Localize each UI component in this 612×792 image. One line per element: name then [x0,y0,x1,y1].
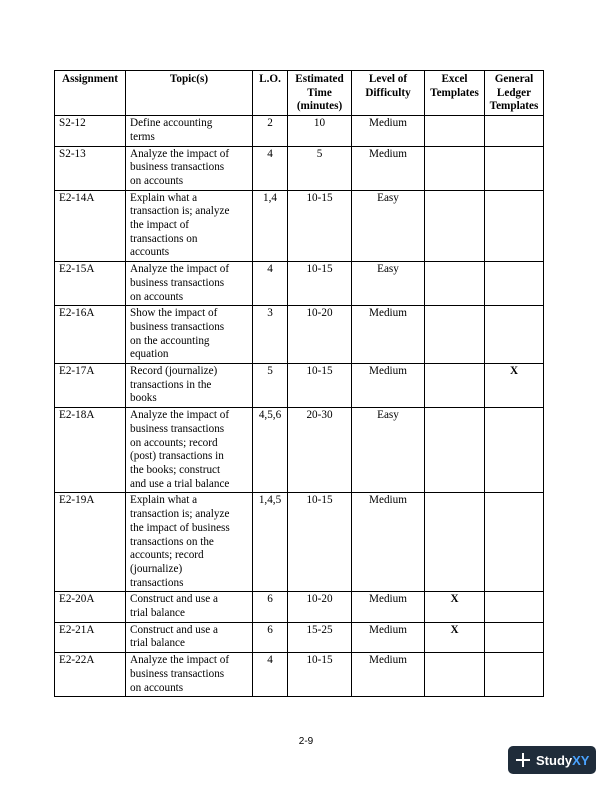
topic-line: Explain what a [130,191,198,204]
cell-topic [126,653,253,697]
cell-difficulty: Medium [352,592,425,622]
topic-line: business transactions [130,667,225,680]
cell-lo: 6 [253,622,288,652]
cell-excel: X [425,592,485,622]
header-gl-line: General [494,73,534,85]
cell-time: 5 [288,146,352,190]
cell-time: 10-15 [288,190,352,262]
brand-name [536,753,589,768]
plus-logo-icon [515,752,531,768]
cell-difficulty: Easy [352,190,425,262]
cell-difficulty: Medium [352,116,425,146]
header-time-line: Estimated [295,73,344,85]
cell-lo: 5 [253,364,288,408]
cell-general-ledger [485,190,544,262]
cell-difficulty: Medium [352,364,425,408]
table-row [55,493,544,592]
cell-assignment: E2-15A [55,262,126,306]
cell-lo: 1,4 [253,190,288,262]
topic-line: transactions [130,576,184,589]
cell-assignment: S2-13 [55,146,126,190]
table-row [55,116,544,146]
table-row [55,306,544,364]
header-general-ledger [485,71,544,116]
cell-general-ledger: X [485,364,544,408]
topic-line: business transactions [130,422,225,435]
cell-difficulty: Medium [352,306,425,364]
cell-time: 10-15 [288,364,352,408]
brand-name-main: Study [536,752,573,768]
header-difficulty-line: Difficulty [365,86,411,99]
cell-excel [425,190,485,262]
header-estimated-time [288,71,352,116]
cell-excel [425,262,485,306]
topic-line: trial balance [130,607,185,620]
header-gl-line: Templates [489,100,539,113]
topic-line: and use a trial balance [130,477,230,490]
cell-difficulty: Easy [352,408,425,493]
cell-difficulty: Medium [352,146,425,190]
header-difficulty-line: Level of [368,73,408,85]
cell-lo: 6 [253,592,288,622]
cell-assignment: E2-21A [55,622,126,652]
cell-topic [126,146,253,190]
table-row [55,146,544,190]
cell-lo: 4 [253,653,288,697]
cell-excel [425,493,485,592]
header-row [55,71,544,116]
cell-time: 10-15 [288,493,352,592]
cell-assignment: E2-19A [55,493,126,592]
topic-line: the impact of business [130,521,230,534]
cell-excel [425,408,485,493]
topic-line: on accounts [130,290,184,303]
cell-lo: 4,5,6 [253,408,288,493]
cell-topic [126,493,253,592]
table-row [55,364,544,408]
cell-assignment: E2-17A [55,364,126,408]
cell-excel [425,306,485,364]
topic-line: on accounts [130,174,184,187]
topic-line: the impact of [130,219,190,232]
topic-line: business transactions [130,161,225,174]
cell-difficulty: Easy [352,262,425,306]
topic-line: on the accounting [130,334,210,347]
topic-line: (journalize) [130,562,183,575]
cell-topic [126,262,253,306]
assignment-table [54,70,544,697]
topic-line: business transactions [130,276,225,289]
cell-assignment: E2-16A [55,306,126,364]
topic-line: the books; construct [130,463,221,476]
cell-excel [425,653,485,697]
cell-topic [126,306,253,364]
table-row [55,592,544,622]
table-row [55,190,544,262]
cell-lo: 1,4,5 [253,493,288,592]
topic-line: business transactions [130,320,225,333]
topic-line: books [130,392,157,405]
cell-general-ledger [485,116,544,146]
header-lo: L.O. [253,71,288,116]
cell-topic [126,408,253,493]
topic-line: transactions on [130,232,198,245]
topic-line: Analyze the impact of [130,409,230,422]
cell-difficulty: Medium [352,493,425,592]
cell-topic [126,364,253,408]
topic-line: transaction is; analyze [130,205,230,218]
topic-line: trial balance [130,637,185,650]
cell-topic [126,592,253,622]
cell-lo: 2 [253,116,288,146]
topic-line: transactions on the [130,535,214,548]
cell-lo: 4 [253,262,288,306]
cell-excel [425,116,485,146]
cell-assignment: S2-12 [55,116,126,146]
cell-general-ledger [485,306,544,364]
header-assignment: Assignment [55,71,126,116]
cell-general-ledger [485,493,544,592]
cell-assignment: E2-14A [55,190,126,262]
topic-line: Analyze the impact of [130,147,230,160]
cell-time: 20-30 [288,408,352,493]
cell-excel [425,146,485,190]
topic-line: accounts; record [130,549,204,562]
table-row [55,622,544,652]
cell-time: 10-15 [288,653,352,697]
topic-line: (post) transactions in [130,450,224,463]
cell-time: 15-25 [288,622,352,652]
topic-line: Analyze the impact of [130,263,230,276]
cell-lo: 3 [253,306,288,364]
header-time-line: Time [307,86,332,99]
table-row [55,408,544,493]
topic-line: Record (journalize) [130,365,218,378]
cell-difficulty: Medium [352,653,425,697]
table-row [55,653,544,697]
header-excel [425,71,485,116]
header-time-line: (minutes) [296,100,343,113]
cell-general-ledger [485,622,544,652]
header-difficulty [352,71,425,116]
topic-line: equation [130,348,169,361]
cell-time: 10 [288,116,352,146]
topic-line: accounts [130,246,170,259]
topic-line: terms [130,130,155,143]
topic-line: Define accounting [130,117,213,130]
cell-assignment: E2-18A [55,408,126,493]
header-excel-line: Excel [441,73,468,85]
cell-excel: X [425,622,485,652]
cell-topic [126,622,253,652]
cell-lo: 4 [253,146,288,190]
cell-general-ledger [485,408,544,493]
topic-line: transaction is; analyze [130,508,230,521]
topic-line: Explain what a [130,494,198,507]
header-excel-line: Templates [430,86,479,99]
topic-line: Construct and use a [130,593,218,606]
topic-line: on accounts [130,681,184,694]
brand-name-accent: XY [572,752,590,768]
cell-general-ledger [485,262,544,306]
cell-general-ledger [485,653,544,697]
cell-topic [126,190,253,262]
header-topics: Topic(s) [126,71,253,116]
cell-difficulty: Medium [352,622,425,652]
header-gl-line: Ledger [496,86,532,99]
studyxy-badge [508,746,596,774]
topic-line: on accounts; record [130,436,218,449]
cell-assignment: E2-20A [55,592,126,622]
cell-time: 10-20 [288,592,352,622]
cell-excel [425,364,485,408]
topic-line: transactions in the [130,378,212,391]
cell-topic [126,116,253,146]
topic-line: Construct and use a [130,623,218,636]
table-row [55,262,544,306]
topic-line: Analyze the impact of [130,654,230,667]
cell-general-ledger [485,146,544,190]
cell-assignment: E2-22A [55,653,126,697]
cell-time: 10-20 [288,306,352,364]
cell-time: 10-15 [288,262,352,306]
cell-general-ledger [485,592,544,622]
topic-line: Show the impact of [130,307,218,320]
page-number: 2-9 [298,736,314,747]
